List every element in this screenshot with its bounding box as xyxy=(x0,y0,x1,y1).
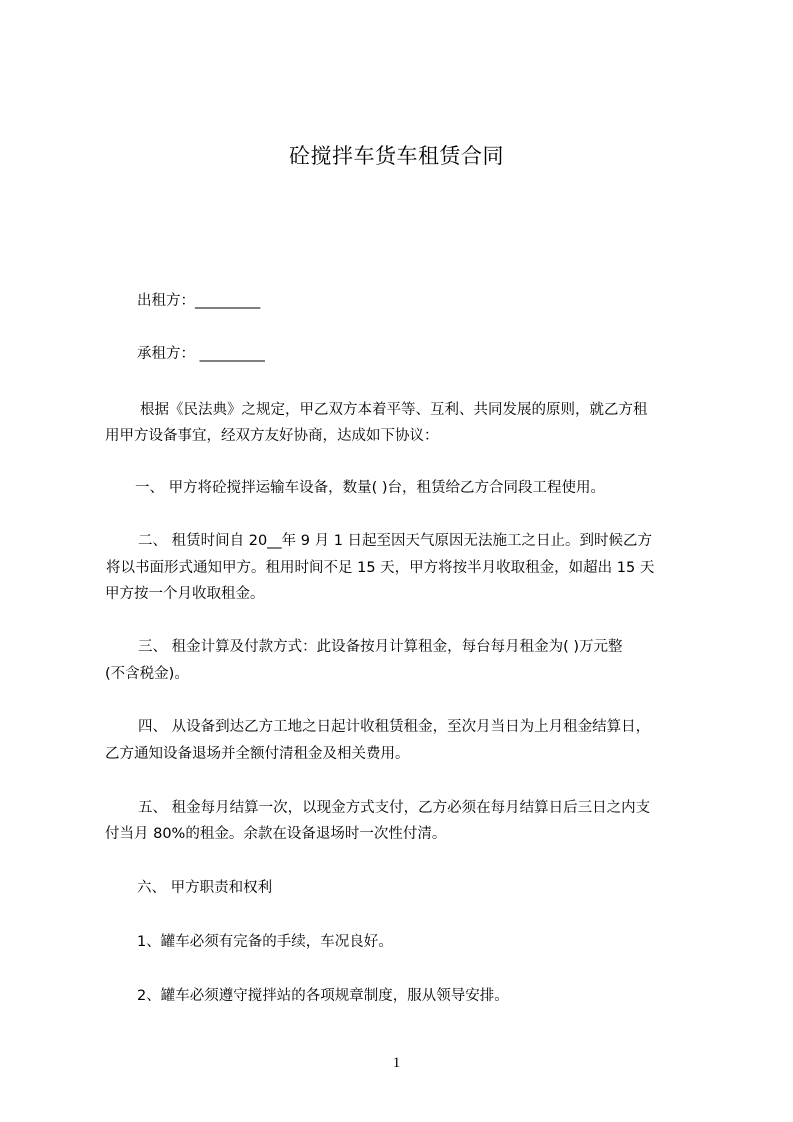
clause-5-line: 付当月 80%的租金。余款在设备退场时一次性付清。 xyxy=(105,826,447,842)
clause-2-line: 二、 租赁时间自 20__年 9 月 1 日起至因天气原因无法施工之日止。到时候乙方 xyxy=(138,533,653,549)
clause-6-heading: 六、 甲方职责和权利 xyxy=(137,880,273,896)
clause-6-item-2: 2、罐车必须遵守搅拌站的各项规章制度，服从领导安排。 xyxy=(137,988,509,1004)
clause-4-line: 四、 从设备到达乙方工地之日起计收租赁租金，至次月当日为上月租金结算日， xyxy=(138,719,651,735)
clause-1-line: 一、 甲方将砼搅拌运输车设备，数量( )台，租赁给乙方合同段工程使用。 xyxy=(135,480,606,496)
clause-4-line: 乙方通知设备退场并全额付清租金及相关费用。 xyxy=(105,746,410,762)
clause-5-line: 五、 租金每月结算一次，以现金方式支付，乙方必须在每月结算日后三日之内支 xyxy=(138,800,651,816)
clause-6-item-1: 1、罐车必须有完备的手续，车况良好。 xyxy=(137,934,393,950)
clause-2-line: 甲方按一个月收取租金。 xyxy=(105,586,265,602)
lessee-line: 承租方： _________ xyxy=(137,346,265,362)
lessor-line: 出租方：_________ xyxy=(137,293,261,309)
clause-3-line: 三、 租金计算及付款方式：此设备按月计算租金，每台每月租金为( )万元整 xyxy=(138,639,623,655)
page-title: 砼搅拌车货车租赁合同 xyxy=(289,144,504,168)
intro-paragraph-line: 用甲方设备事宜，经双方友好协商，达成如下协议： xyxy=(105,428,439,444)
clause-2-line: 将以书面形式通知甲方。租用时间不足 15 天，甲方将按半月收取租金，如超出 15 天 xyxy=(106,560,655,576)
page-number: 1 xyxy=(392,1055,401,1071)
intro-paragraph-line: 根据《民法典》之规定，甲乙双方本着平等、互利、共同发展的原则，就乙方租 xyxy=(140,402,648,418)
clause-3-line: (不含税金)。 xyxy=(105,666,189,682)
